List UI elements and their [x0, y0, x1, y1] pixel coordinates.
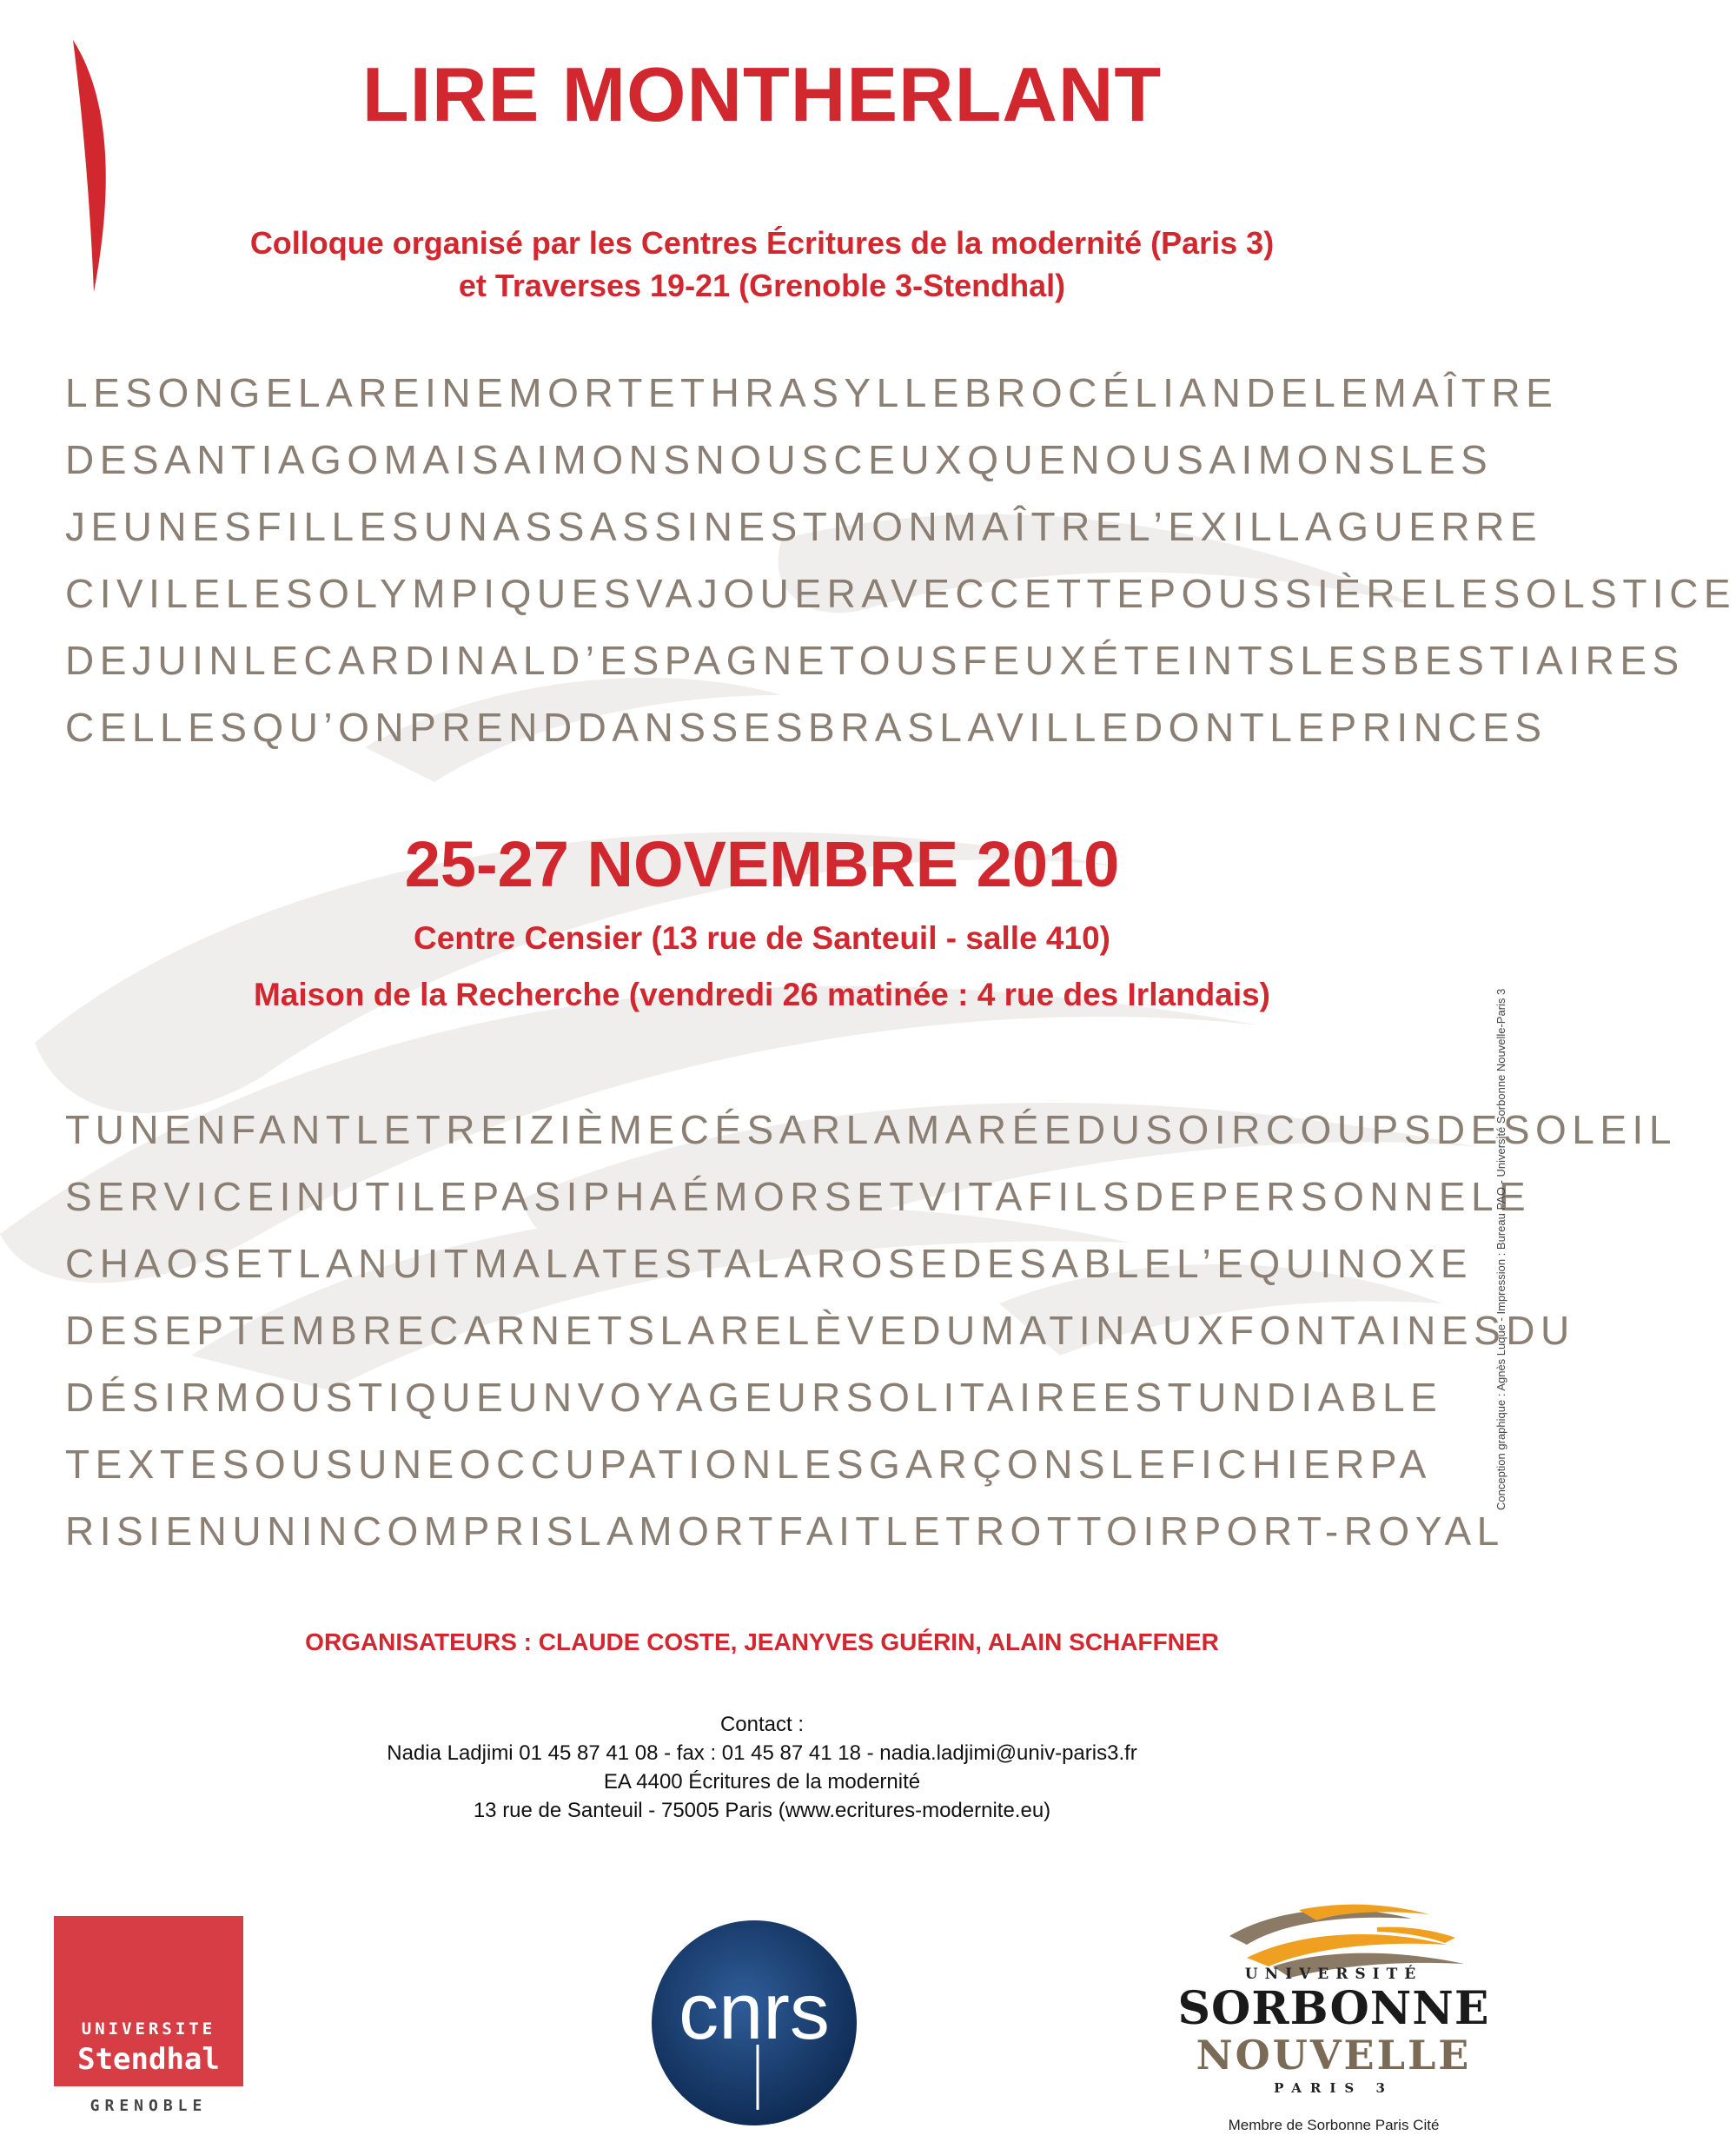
- sorbonne-paris-cite-member: Membre de Sorbonne Paris Cité: [1228, 2117, 1440, 2133]
- works-top-line-6: CELLESQU’ONPRENDDANSSESBRASLAVILLEDONTLEPRINCES: [65, 705, 1547, 750]
- sorbonne-logo-paris: PARIS 3: [1274, 2080, 1394, 2096]
- sorbonne-logo-nouvelle: NOUVELLE: [1196, 2032, 1472, 2079]
- design-credit: Conception graphique : Agnès Luque - Impression : Bureau PAO - Université Sorbonne Nouvelle-Paris 3: [1494, 988, 1507, 1510]
- poster-title: LIRE MONTHERLANT: [361, 51, 1163, 137]
- cnrs-logo-text: cnrs: [679, 1967, 830, 2056]
- works-bottom-line-1: TUNENFANTLETREIZIÈMECÉSARLAMARÉEDUSOIRCOUPSDESOLEIL: [65, 1107, 1677, 1152]
- works-bottom-line-4: DESEPTEMBRECARNETSLARELÈVEDUMATINAUXFONTAINESDU: [65, 1308, 1575, 1353]
- stendhal-logo-line1: UNIVERSITE: [81, 2019, 216, 2039]
- works-top-line-2: DESANTIAGOMAISAIMONSNOUSCEUXQUENOUSAIMONSLES: [65, 437, 1494, 482]
- cnrs-logo: [650, 1919, 858, 2127]
- contact-block: [0, 1710, 1524, 1825]
- works-top-line-4: CIVILELESOLYMPIQUESVAJOUERAVECCETTEPOUSSIÈRELESOLSTICE: [65, 571, 1736, 616]
- works-bottom-line-3: CHAOSETLANUITMALATESTALAROSEDESABLEL’EQUINOXE: [65, 1241, 1474, 1286]
- works-bottom-line-6: TEXTESOUSUNEOCCUPATIONLESGARÇONSLEFICHIERPA: [65, 1442, 1432, 1487]
- works-top-line-1: LESONGELAREINEMORTETHRASYLLEBROCÉLIANDELEMAÎTRE: [65, 370, 1559, 415]
- contact-lab: EA 4400 Écritures de la modernité: [603, 1770, 921, 1794]
- contact-address: 13 rue de Santeuil - 75005 Paris (www.ecritures-modernite.eu): [473, 1799, 1051, 1822]
- works-top-line-5: DEJUINLECARDINALD’ESPAGNETOUSFEUXÉTEINTSLESBESTIAIRES: [65, 638, 1685, 683]
- subtitle-line-1: Colloque organisé par les Centres Écritures de la modernité (Paris 3): [249, 225, 1275, 261]
- stendhal-logo-line2: Stendhal: [77, 2042, 220, 2077]
- stendhal-logo-line3: GRENOBLE: [89, 2097, 208, 2115]
- venue-line-1: Centre Censier (13 rue de Santeuil - salle 410): [414, 920, 1110, 956]
- sorbonne-logo-universite: UNIVERSITÉ: [1244, 1966, 1423, 1983]
- stendhal-logo: [54, 1916, 243, 2118]
- works-bottom-line-2: SERVICEINUTILEPASIPHAÉMORSETVITAFILSDEPERSONNELE: [65, 1174, 1532, 1219]
- contact-phone-email: Nadia Ladjimi 01 45 87 41 08 - fax : 01 45 87 41 18 - nadia.ladjimi@univ-paris3.fr: [387, 1741, 1137, 1765]
- works-top-line-3: JEUNESFILLESUNASSASSINESTMONMAÎTREL’EXILLAGUERRE: [65, 504, 1543, 549]
- subtitle-line-2: et Traverses 19-21 (Grenoble 3-Stendhal): [458, 268, 1066, 303]
- event-date: 25-27 NOVEMBRE 2010: [404, 828, 1120, 900]
- venue-line-2: Maison de la Recherche (vendredi 26 matinée : 4 rue des Irlandais): [253, 977, 1271, 1012]
- works-bottom-line-7: RISIENUNINCOMPRISLAMORTFAITLETROTTOIRPORT-ROYAL: [65, 1508, 1505, 1554]
- organizers: ORGANISATEURS : CLAUDE COSTE, JEANYVES GUÉRIN, ALAIN SCHAFFNER: [305, 1628, 1219, 1655]
- contact-heading: Contact :: [719, 1713, 805, 1736]
- sorbonne-logo-sorbonne: SORBONNE: [1177, 1982, 1490, 2035]
- works-bottom-line-5: DÉSIRMOUSTIQUEUNVOYAGEURSOLITAIREESTUNDIABLE: [65, 1375, 1443, 1420]
